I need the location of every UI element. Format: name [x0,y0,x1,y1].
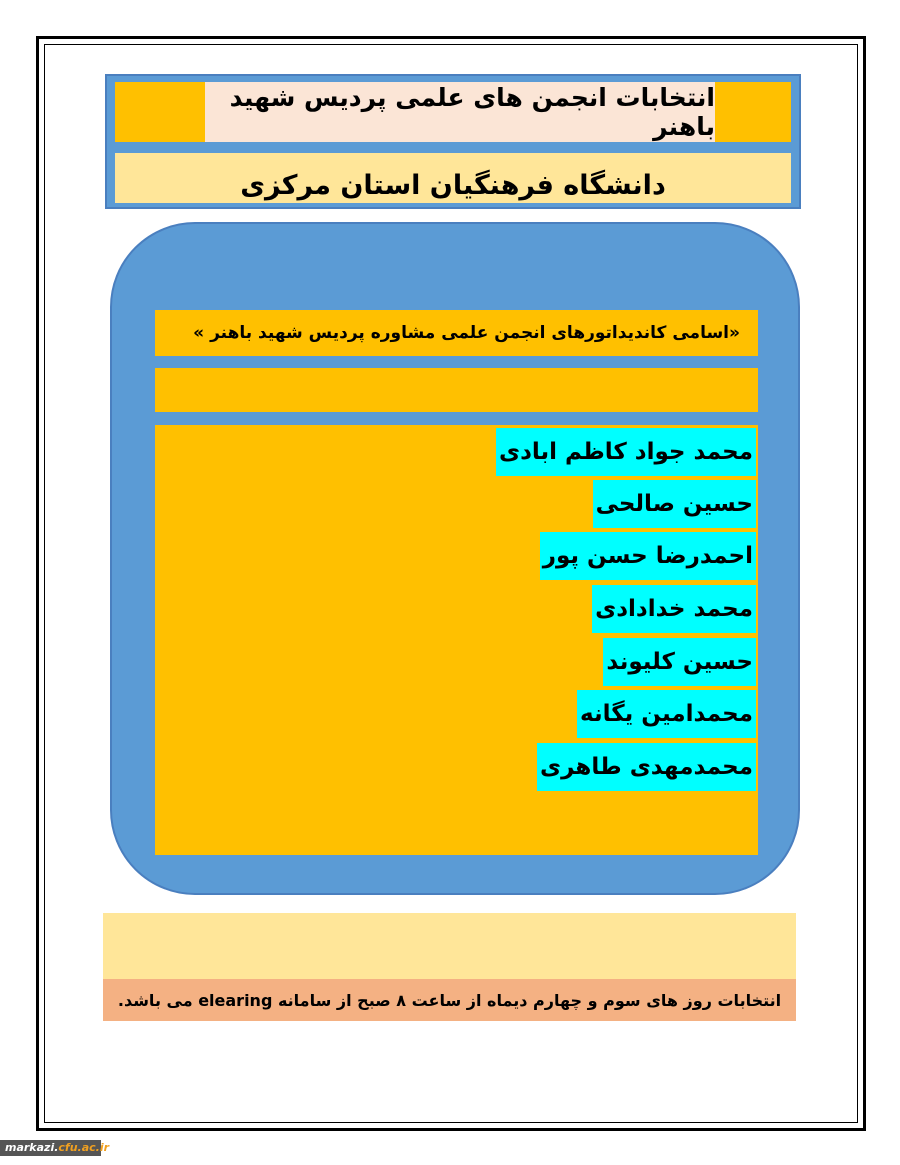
page-title: انتخابات انجمن های علمی پردیس شهید باهنر [205,82,715,142]
empty-bar [155,368,758,412]
candidate-list [155,425,758,855]
candidate-name: احمدرضا حسن پور [540,532,756,580]
university-name: دانشگاه فرهنگیان استان مرکزی [115,153,791,203]
candidates-heading: «اسامی کاندیداتورهای انجمن علمی مشاوره پردیس شهید باهنر » [155,310,758,356]
notice-spacer [103,913,796,979]
watermark-part1: markazi. [5,1141,59,1154]
site-watermark [0,1140,110,1156]
watermark-part2: cfu.ac.ir [58,1141,110,1154]
candidate-name: محمد خدادادی [592,585,756,633]
candidate-name: محمد جواد کاظم ابادی [496,428,756,476]
candidate-name: حسین کلیوند [603,638,756,686]
election-notice: انتخابات روز های سوم و چهارم دیماه از ساعت ۸ صبح از سامانه elearing می باشد. [103,979,796,1021]
candidate-name: حسین صالحی [593,480,756,528]
candidate-name: محمدمهدی طاهری [537,743,756,791]
candidate-name: محمدامین یگانه [577,690,756,738]
